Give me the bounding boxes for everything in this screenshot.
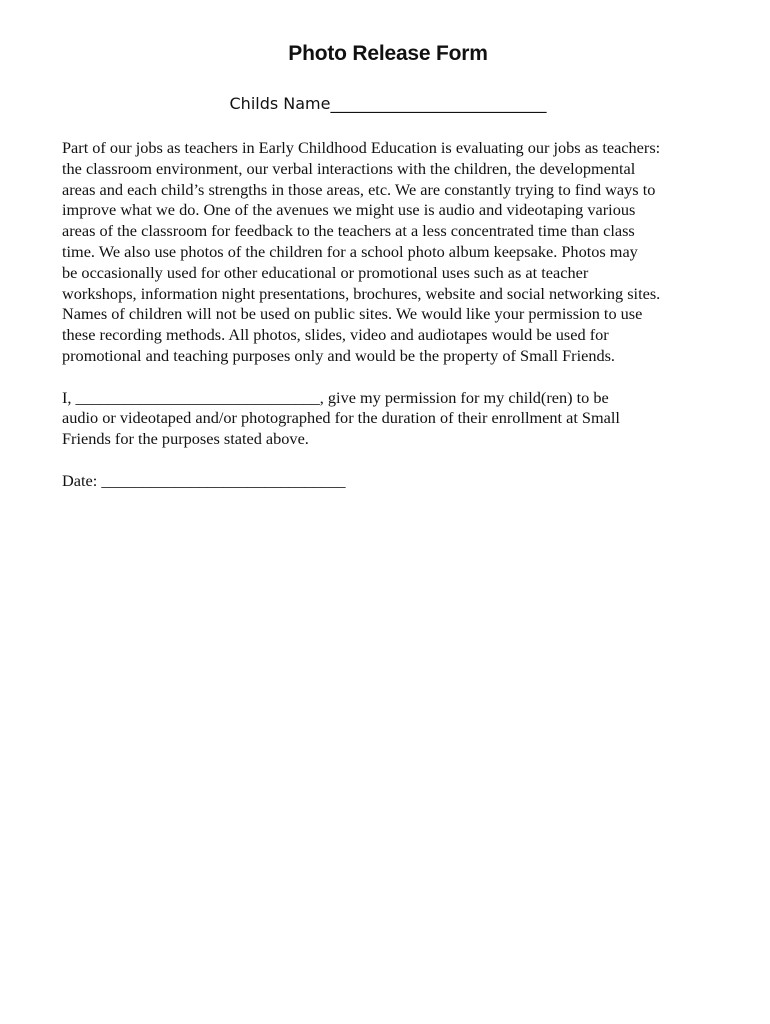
date-field[interactable]: Date: ______________________________ xyxy=(62,470,346,490)
permission-paragraph xyxy=(62,388,718,450)
parent-name-field[interactable]: I, ______________________________, give my permission for my child(ren) to be xyxy=(62,387,609,407)
childs-name-field[interactable]: Childs Name___________________________ xyxy=(229,94,547,113)
intro-paragraph xyxy=(62,138,718,367)
text-line: time. We also use photos of the children for a school photo album keepsake. Photos may xyxy=(62,241,638,261)
text-line: Names of children will not be used on public sites. We would like your permission to use xyxy=(62,304,643,324)
text-line: audio or videotaped and/or photographed for the duration of their enrollment at Small xyxy=(62,408,620,428)
page-title: Photo Release Form xyxy=(288,42,488,65)
text-line: workshops, information night presentations, brochures, website and social networking sites. xyxy=(62,283,661,303)
text-line: these recording methods. All photos, slides, video and audiotapes would be used for xyxy=(62,325,609,345)
text-line: areas of the classroom for feedback to the teachers at a less concentrated time than class xyxy=(62,221,635,241)
text-line: be occasionally used for other educational or promotional uses such as at teacher xyxy=(62,262,589,282)
date-paragraph xyxy=(62,471,718,492)
text-line: promotional and teaching purposes only and would be the property of Small Friends. xyxy=(62,345,616,365)
text-line: Part of our jobs as teachers in Early Childhood Education is evaluating our jobs as teachers: xyxy=(62,138,661,157)
text-line: improve what we do. One of the avenues we might use is audio and videotaping various xyxy=(62,200,636,220)
text-line: the classroom environment, our verbal interactions with the children, the developmental xyxy=(62,158,636,178)
text-line: Friends for the purposes stated above. xyxy=(62,429,309,449)
document-body xyxy=(62,138,718,512)
text-line: areas and each child’s strengths in those areas, etc. We are constantly trying to find ways to xyxy=(62,179,656,199)
